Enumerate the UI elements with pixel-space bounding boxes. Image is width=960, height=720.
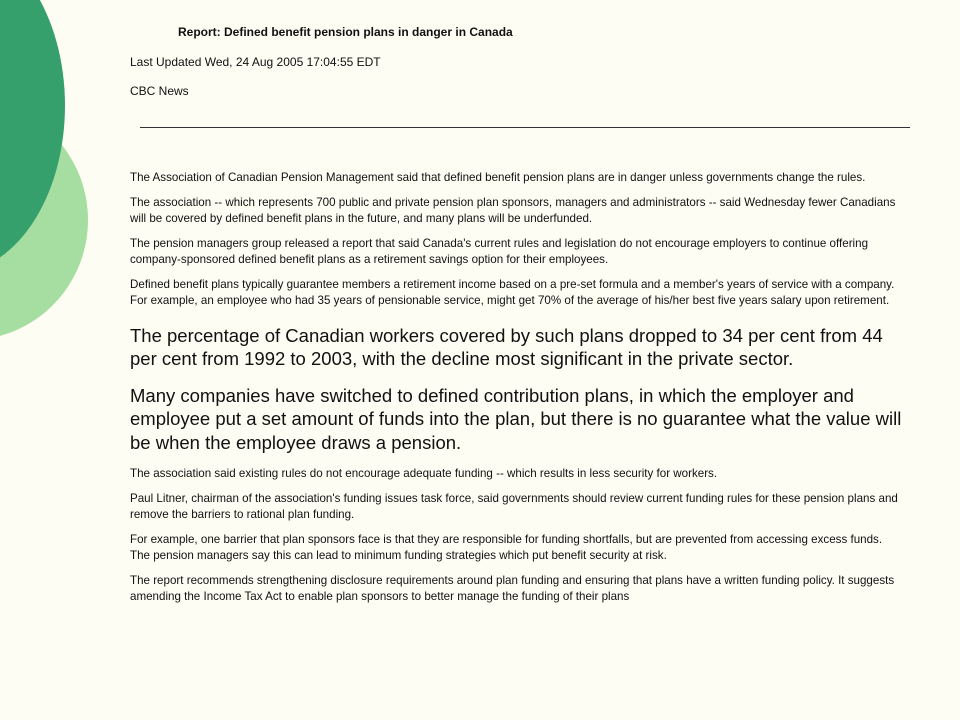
paragraph: The Association of Canadian Pension Management said that defined benefit pension plans are in danger unless governments change the rules. [130,171,866,184]
paragraph-emphasis: Many companies have switched to defined contribution plans, in which the employer and employee put a set amount of funds into the plan, but there is no guarantee what the value will be when the employee draws a pension. [130,384,902,453]
divider [140,127,910,128]
news-source: CBC News [130,84,189,98]
paragraph: The report recommends strengthening disclosure requirements around plan funding and ensuring that plans have a written funding policy. It suggests amending the Income Tax Act to enable plan sponsors to better manage the funding of their plans [130,573,895,603]
paragraph: For example, one barrier that plan sponsors face is that they are responsible for funding shortfalls, but are prevented from accessing excess funds. The pension managers say this can lead to minimum funding strategies which put benefit security at risk. [130,532,883,562]
paragraph-emphasis: The percentage of Canadian workers covered by such plans dropped to 34 per cent from 44 per cent from 1992 to 2003, with the decline most significant in the private sector. [130,324,883,369]
article-body [130,170,905,606]
paragraph: The pension managers group released a report that said Canada's current rules and legislation do not encourage employers to continue offering company-sponsored defined benefit plans as a retirement savings option for their employees. [130,236,869,266]
paragraph: Paul Litner, chairman of the association's funding issues task force, said governments should review current funding rules for these pension plans and remove the barriers to rational plan funding. [130,491,898,521]
last-updated: Last Updated Wed, 24 Aug 2005 17:04:55 EDT [130,55,381,69]
paragraph: The association said existing rules do not encourage adequate funding -- which results in less security for workers. [130,467,718,480]
article-title: Report: Defined benefit pension plans in danger in Canada [178,25,513,39]
paragraph: The association -- which represents 700 public and private pension plan sponsors, managers and administrators -- said Wednesday fewer Canadians will be covered by defined benefit plans in the future, and many plans will be underfunded. [130,195,896,225]
paragraph: Defined benefit plans typically guarantee members a retirement income based on a pre-set formula and a member's years of service with a company. For example, an employee who had 35 years of pensionable service, might get 70% of the average of his/her best five years salary upon retirement. [130,277,895,307]
